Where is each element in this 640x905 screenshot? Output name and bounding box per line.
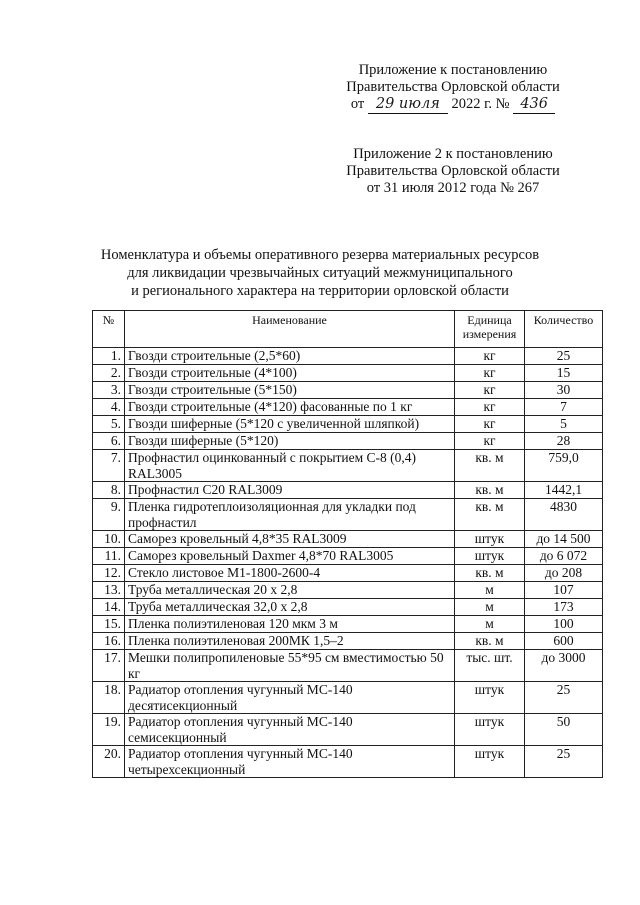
table-row [93,382,603,399]
table-row [93,650,603,682]
row-quantity: до 14 500 [525,531,603,548]
table-row [93,682,603,714]
table-row [93,499,603,531]
row-unit: м [455,616,525,633]
row-name: Гвозди строительные (2,5*60) [125,348,455,365]
row-quantity: 28 [525,433,603,450]
table-row [93,399,603,416]
table-row [93,746,603,778]
row-quantity: до 6 072 [525,548,603,565]
table-header-row [93,311,603,348]
year-label: 2022 г. № [451,96,510,112]
row-number: 7. [93,450,125,482]
table-row [93,599,603,616]
row-quantity: 50 [525,714,603,746]
row-name: Радиатор отопления чугунный МС-140 четырехсекционный [125,746,455,778]
row-name: Гвозди строительные (4*120) фасованные по 1 кг [125,399,455,416]
row-name: Труба металлическая 32,0 х 2,8 [125,599,455,616]
row-quantity: 25 [525,348,603,365]
row-unit: кг [455,382,525,399]
row-quantity: 7 [525,399,603,416]
row-quantity: 759,0 [525,450,603,482]
row-unit: м [455,582,525,599]
table-row [93,416,603,433]
row-number: 4. [93,399,125,416]
row-unit: штук [455,531,525,548]
row-number: 3. [93,382,125,399]
row-quantity: 25 [525,682,603,714]
header-num: № [93,311,125,348]
row-number: 1. [93,348,125,365]
table-row [93,433,603,450]
row-name: Пленка полиэтиленовая 200МК 1,5–2 [125,633,455,650]
row-quantity: 15 [525,365,603,382]
row-name: Труба металлическая 20 х 2,8 [125,582,455,599]
row-unit: кв. м [455,633,525,650]
header-qty: Количество [525,311,603,348]
table-row [93,633,603,650]
row-number: 18. [93,682,125,714]
row-name: Профнастил С20 RAL3009 [125,482,455,499]
table-row [93,365,603,382]
table-row [93,565,603,582]
row-number: 16. [93,633,125,650]
row-quantity: 1442,1 [525,482,603,499]
row-number: 10. [93,531,125,548]
appendix-current-header [318,62,588,114]
row-name: Стекло листовое М1-1800-2600-4 [125,565,455,582]
row-unit: штук [455,682,525,714]
row-unit: кг [455,348,525,365]
table-row [93,482,603,499]
row-number: 14. [93,599,125,616]
table-body [93,348,603,778]
title-line-2: для ликвидации чрезвычайных ситуаций межмуниципального [127,265,513,281]
row-quantity: 25 [525,746,603,778]
row-number: 11. [93,548,125,565]
table-row [93,582,603,599]
row-unit: м [455,599,525,616]
table-row [93,548,603,565]
row-unit: тыс. шт. [455,650,525,682]
row-unit: кг [455,365,525,382]
row-quantity: до 208 [525,565,603,582]
row-name: Гвозди шиферные (5*120) [125,433,455,450]
from-label: от [350,96,365,112]
handwritten-number: 436 [513,96,555,114]
row-name: Гвозди строительные (4*100) [125,365,455,382]
row-name: Гвозди шиферные (5*120 с увеличенной шляпкой) [125,416,455,433]
row-number: 13. [93,582,125,599]
row-name: Саморез кровельный 4,8*35 RAL3009 [125,531,455,548]
row-name: Пленка гидротеплоизоляционная для укладки под профнастил [125,499,455,531]
row-unit: кг [455,416,525,433]
handwritten-date: 29 июля [368,96,448,114]
row-number: 20. [93,746,125,778]
row-number: 2. [93,365,125,382]
row-number: 8. [93,482,125,499]
row-number: 17. [93,650,125,682]
row-number: 5. [93,416,125,433]
row-quantity: до 3000 [525,650,603,682]
appendix-line-1: Приложение к постановлению [358,62,548,78]
row-name: Гвозди строительные (5*150) [125,382,455,399]
row-number: 15. [93,616,125,633]
title-line-3: и регионального характера на территории орловской области [131,283,509,299]
row-unit: кв. м [455,482,525,499]
appendix2-line-1: Приложение 2 к постановлению [353,146,553,162]
row-unit: кг [455,399,525,416]
row-quantity: 5 [525,416,603,433]
row-name: Радиатор отопления чугунный МС-140 десятисекционный [125,682,455,714]
row-name: Радиатор отопления чугунный МС-140 семисекционный [125,714,455,746]
row-name: Пленка полиэтиленовая 120 мкм 3 м [125,616,455,633]
row-number: 9. [93,499,125,531]
table-row [93,616,603,633]
row-number: 12. [93,565,125,582]
table-row [93,531,603,548]
row-name: Профнастил оцинкованный с покрытием С-8 (0,4) RAL3005 [125,450,455,482]
table-row [93,348,603,365]
row-quantity: 100 [525,616,603,633]
title-line-1: Номенклатура и объемы оперативного резерва материальных ресурсов [100,247,540,263]
row-quantity: 600 [525,633,603,650]
row-unit: кг [455,433,525,450]
table-row [93,714,603,746]
appendix2-line-2: Правительства Орловской области [346,163,560,179]
table-row [93,450,603,482]
row-unit: кв. м [455,499,525,531]
row-name: Мешки полипропиленовые 55*95 см вместимостью 50 кг [125,650,455,682]
header-name: Наименование [125,311,455,348]
appendix-original-header [318,146,588,197]
document-title [80,246,560,300]
header-unit: Единица измерения [455,311,525,348]
resources-table [92,310,603,778]
row-unit: штук [455,714,525,746]
row-unit: штук [455,746,525,778]
row-name: Саморез кровельный Daxmer 4,8*70 RAL3005 [125,548,455,565]
row-quantity: 107 [525,582,603,599]
row-number: 6. [93,433,125,450]
row-quantity: 173 [525,599,603,616]
appendix-date-line [318,96,588,114]
row-number: 19. [93,714,125,746]
row-unit: штук [455,548,525,565]
row-quantity: 4830 [525,499,603,531]
appendix-line-2: Правительства Орловской области [346,79,560,95]
row-quantity: 30 [525,382,603,399]
row-unit: кв. м [455,450,525,482]
appendix2-line-3: от 31 июля 2012 года № 267 [366,180,540,196]
row-unit: кв. м [455,565,525,582]
